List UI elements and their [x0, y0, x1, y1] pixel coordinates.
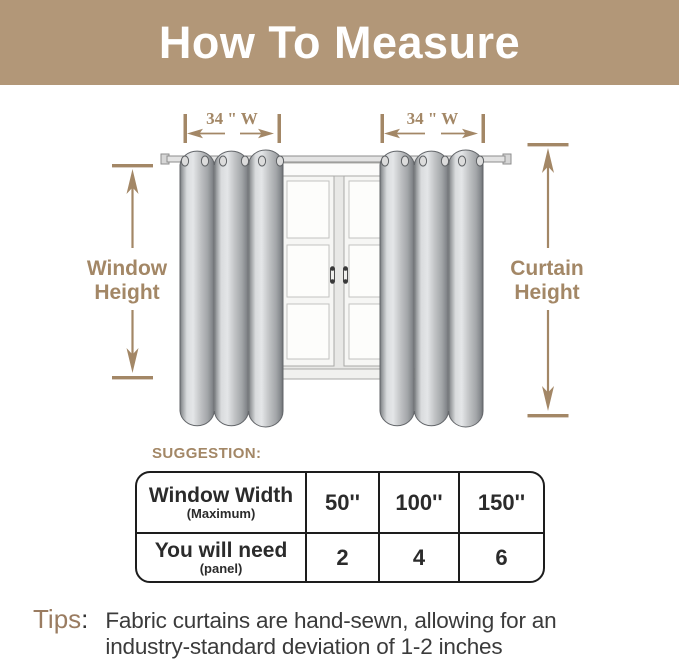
suggestion-table: [135, 471, 545, 583]
measure-tick: [381, 114, 385, 143]
table-row-label: You will need: [154, 538, 288, 562]
table-cell: 150'': [458, 473, 543, 532]
table-cell: 4: [378, 532, 458, 581]
tips-section: [33, 604, 556, 660]
table-row-sublabel: (Maximum): [186, 505, 256, 521]
window-height-label-line2: Height: [94, 281, 160, 304]
window-panes-left: [287, 181, 329, 359]
table-cell: 100'': [378, 473, 458, 532]
table-header-cell: [137, 532, 305, 581]
curtain-height-label-line2: Height: [514, 281, 580, 304]
left-width-measure: [184, 109, 282, 143]
measure-cap: [528, 414, 569, 417]
right-width-label: 34 " W: [406, 109, 459, 128]
page-title: How To Measure: [158, 16, 521, 68]
tips-colon: :: [81, 604, 89, 634]
table-cell: 50'': [305, 473, 378, 532]
tips-line-2: industry-standard deviation of 1-2 inches: [105, 634, 503, 659]
table-cell: 6: [458, 532, 543, 581]
table-row-sublabel: (panel): [199, 560, 243, 576]
table-header-cell: [137, 473, 305, 532]
measure-cap: [528, 143, 569, 146]
left-width-label: 34 " W: [206, 109, 258, 128]
tips-label: Tips: [33, 604, 82, 634]
right-width-measure: [381, 109, 486, 143]
measure-cap: [112, 376, 153, 379]
tips-text: [105, 608, 556, 660]
measure-cap: [112, 164, 153, 167]
window-height-measure: [87, 164, 168, 379]
table-row-label: Window Width: [148, 483, 294, 507]
window-height-label-line1: Window: [86, 257, 168, 280]
measure-tick: [482, 114, 486, 143]
suggestion-label: SUGGESTION:: [152, 445, 262, 462]
tips-line-1: Fabric curtains are hand-sewn, allowing for an: [105, 608, 557, 633]
measure-tick: [278, 114, 282, 143]
curtain-panel-right: [380, 145, 484, 435]
curtain-panel-left: [180, 145, 284, 435]
curtain-height-label-line1: Curtain: [510, 257, 584, 280]
table-cell: 2: [305, 532, 378, 581]
curtain-height-measure: [510, 143, 584, 417]
measure-tick: [184, 114, 188, 143]
